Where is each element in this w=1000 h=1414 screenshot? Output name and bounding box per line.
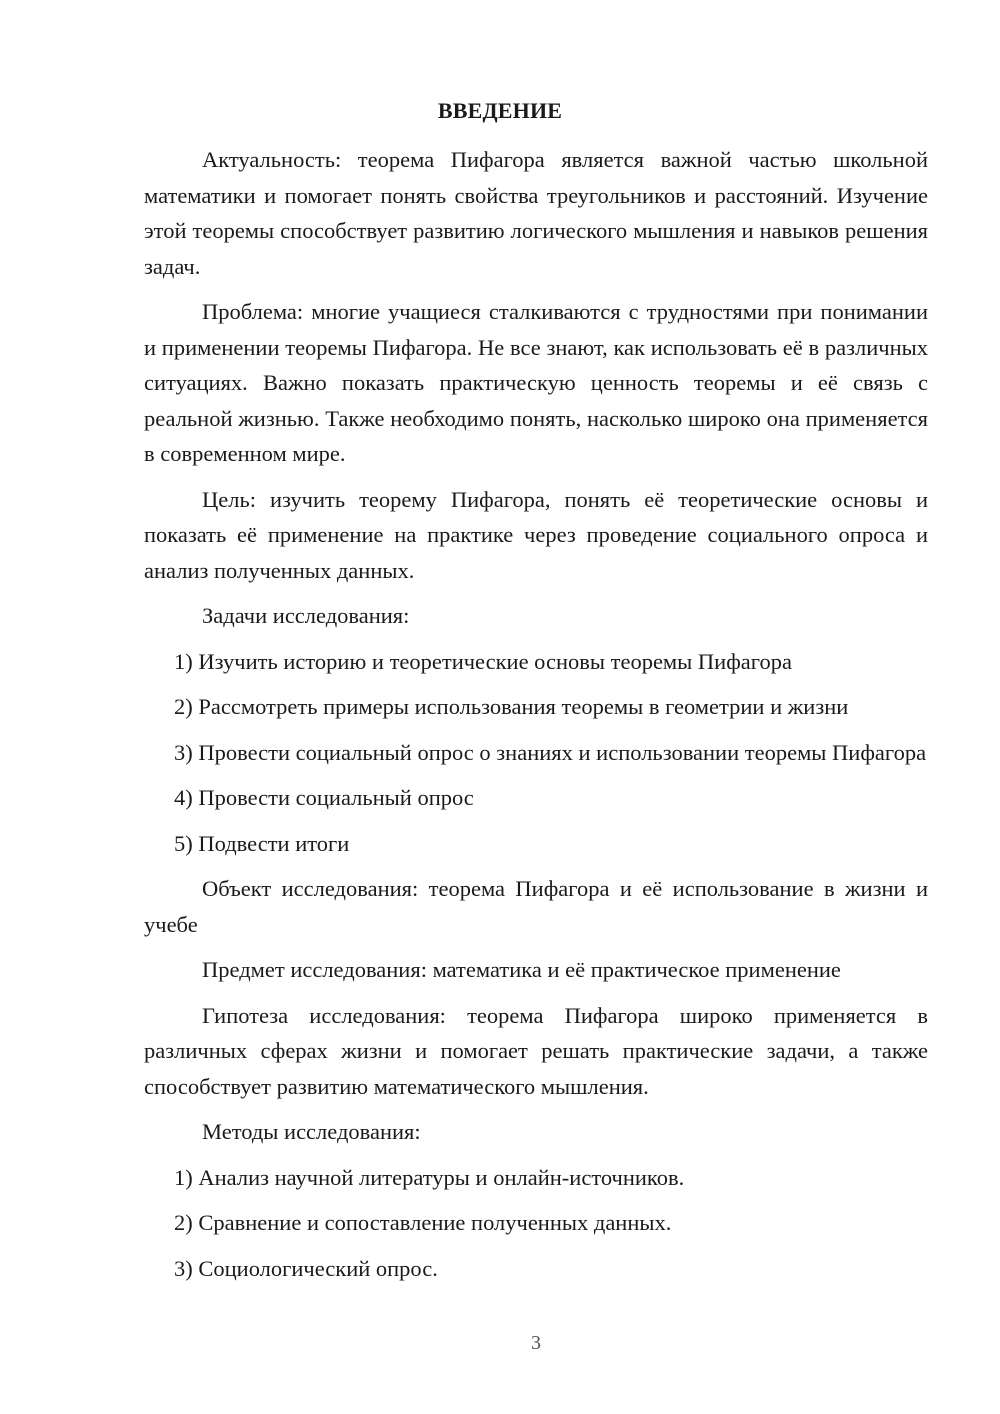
object-paragraph: Объект исследования: теорема Пифагора и её использование в жизни и учебе: [144, 876, 928, 937]
hypothesis-paragraph: Гипотеза исследования: теорема Пифагора широко применяется в различных сферах жизни и помогает решать практические задачи, а также способствует развитию математического мышления.: [144, 1002, 928, 1099]
subject-paragraph: Предмет исследования: математика и её практическое применение: [202, 957, 841, 982]
page-title: ВВЕДЕНИЕ: [437, 98, 563, 123]
relevance-paragraph: Актуальность: теорема Пифагора является важной частью школьной математики и помогает понять свойства треугольников и расстояний. Изучение этой теоремы способствует развитию логического мышления и навыков решения задач.: [144, 147, 928, 279]
task-item: 3) Провести социальный опрос о знаниях и использовании теоремы Пифагора: [174, 739, 927, 765]
problem-paragraph: Проблема: многие учащиеся сталкиваются с трудностями при понимании и применении теоремы Пифагора. Не все знают, как использовать её в различных ситуациях. Важно показать практическую ценность теоремы и её связь с реальной жизнью. Также необходимо понять, насколько широко она применяется в современном мире.: [144, 299, 928, 466]
method-item: 3) Социологический опрос.: [174, 1255, 438, 1281]
goal-paragraph: Цель: изучить теорему Пифагора, понять её теоретические основы и показать её применение на практике через проведение социального опроса и анализ полученных данных.: [144, 486, 928, 583]
methods-heading: Методы исследования:: [202, 1119, 421, 1144]
tasks-heading: Задачи исследования:: [202, 603, 410, 628]
task-item: 2) Рассмотреть примеры использования теоремы в геометрии и жизни: [174, 694, 849, 719]
task-item: 1) Изучить историю и теоретические основы теоремы Пифагора: [174, 648, 792, 674]
task-item: 4) Провести социальный опрос: [174, 785, 474, 810]
document-body: [144, 142, 928, 1296]
method-item: 2) Сравнение и сопоставление полученных данных.: [174, 1210, 672, 1235]
page-number: 3: [531, 1332, 541, 1354]
task-item: 5) Подвести итоги: [174, 830, 350, 856]
method-item: 1) Анализ научной литературы и онлайн-источников.: [174, 1164, 685, 1190]
